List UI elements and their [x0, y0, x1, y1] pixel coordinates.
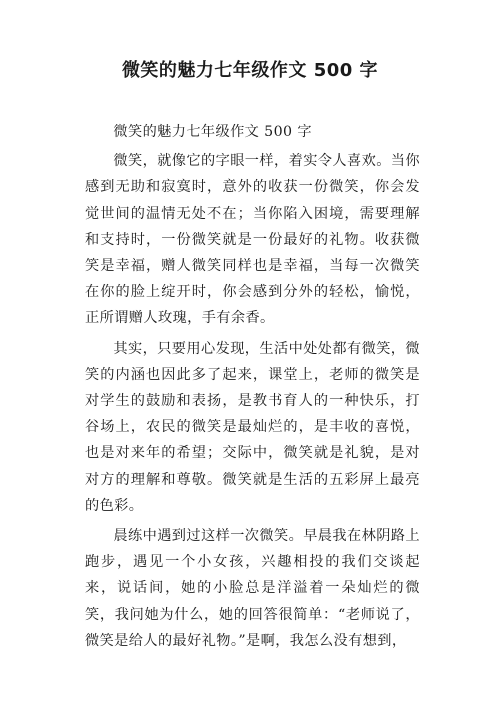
- paragraph-2: 其实，只要用心发现，生活中处处都有微笑，微笑的内涵也因此多了起来，课堂上，老师的微笑是对学生的鼓励和表扬，是教书育人的一种快乐，打谷场上，农民的微笑是最灿烂的，是丰收的喜悦，也是对来年的希望；交际中，微笑就是礼貌，是对对方的理解和尊敬。微笑就是生活的五彩屏上最亮的色彩。: [85, 340, 420, 514]
- paragraph-3: 晨练中遇到过这样一次微笑。早晨我在林阴路上跑步，遇见一个小女孩，兴趣相投的我们交谈起来，说话间，她的小脸总是洋溢着一朵灿烂的微笑，我问她为什么，她的回答很简单：“老师说了，微笑是给人的最好礼物。”是啊，我怎么没有想到，: [85, 528, 420, 649]
- document-body: [85, 119, 420, 658]
- document-subtitle: 微笑的魅力七年级作文 500 字: [113, 124, 312, 140]
- paragraph-1: 微笑，就像它的字眼一样，着实令人喜欢。当你感到无助和寂寞时，意外的收获一份微笑，你会发觉世间的温情无处不在；当你陷入困境，需要理解和支持时，一份微笑就是一份最好的礼物。收获微笑是幸福，赠人微笑同样也是幸福，当每一次微笑在你的脸上绽开时，你会感到分外的轻松，愉悦，正所谓赠人玫瑰，手有余香。: [85, 153, 420, 327]
- document-title: 微笑的魅力七年级作文 500 字: [121, 60, 379, 81]
